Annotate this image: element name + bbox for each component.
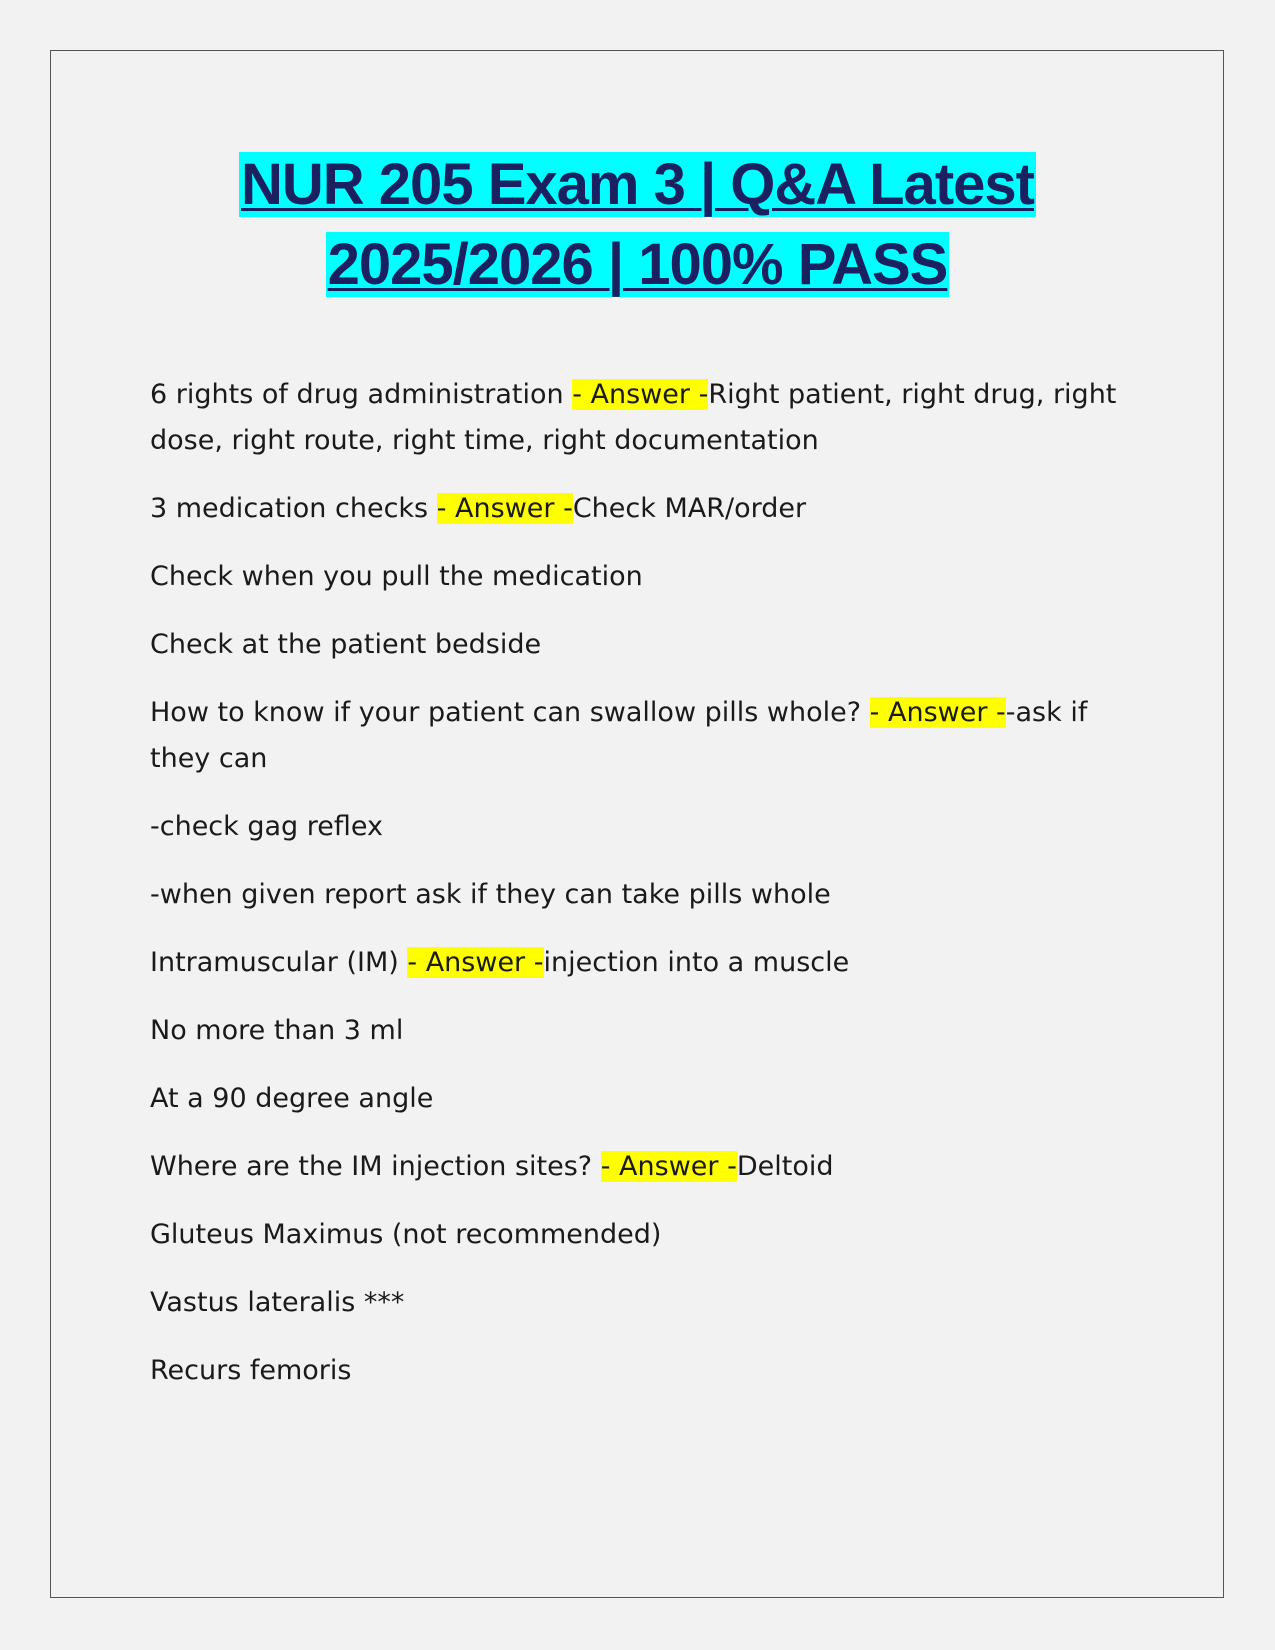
- answer-note: Vastus lateralis ***: [150, 1287, 405, 1318]
- question-text: 3 medication checks: [150, 493, 437, 524]
- answer-text: injection into a muscle: [543, 947, 850, 978]
- answer-note: Gluteus Maximus (not recommended): [150, 1219, 662, 1250]
- question-text: Where are the IM injection sites?: [150, 1151, 601, 1182]
- title-line-2: 2025/2026 | 100% PASS: [327, 232, 948, 297]
- qa-item: [150, 690, 1130, 782]
- question-text: 6 rights of drug administration: [150, 379, 573, 410]
- answer-note: -when given report ask if they can take pills whole: [150, 879, 831, 910]
- answer-text: Right patient, right drug, right dose, right route, right time, right documentation: [150, 379, 1117, 456]
- qa-content: [150, 372, 1130, 1416]
- document-title: [0, 145, 1275, 305]
- answer-note: Check at the patient bedside: [150, 629, 542, 660]
- answer-text: Deltoid: [736, 1151, 834, 1182]
- answer-note: -check gag reflex: [150, 811, 384, 842]
- answer-note: No more than 3 ml: [150, 1015, 404, 1046]
- question-text: How to know if your patient can swallow pills whole?: [150, 697, 870, 728]
- title-line-1: NUR 205 Exam 3 | Q&A Latest: [241, 152, 1034, 217]
- answer-note: Recurs femoris: [150, 1355, 352, 1386]
- answer-text: Check MAR/order: [572, 493, 807, 524]
- question-text: Intramuscular (IM): [150, 947, 408, 978]
- answer-marker: - Answer -: [436, 493, 573, 524]
- qa-item: [150, 940, 1130, 986]
- answer-text: -ask if they can: [150, 697, 1088, 774]
- answer-marker: - Answer -: [869, 697, 1006, 728]
- answer-marker: - Answer -: [600, 1151, 737, 1182]
- qa-item: [150, 1144, 1130, 1190]
- answer-marker: - Answer -: [572, 379, 709, 410]
- qa-item: [150, 372, 1130, 464]
- answer-note: Check when you pull the medication: [150, 561, 643, 592]
- answer-marker: - Answer -: [407, 947, 544, 978]
- answer-note: At a 90 degree angle: [150, 1083, 434, 1114]
- qa-item: [150, 486, 1130, 532]
